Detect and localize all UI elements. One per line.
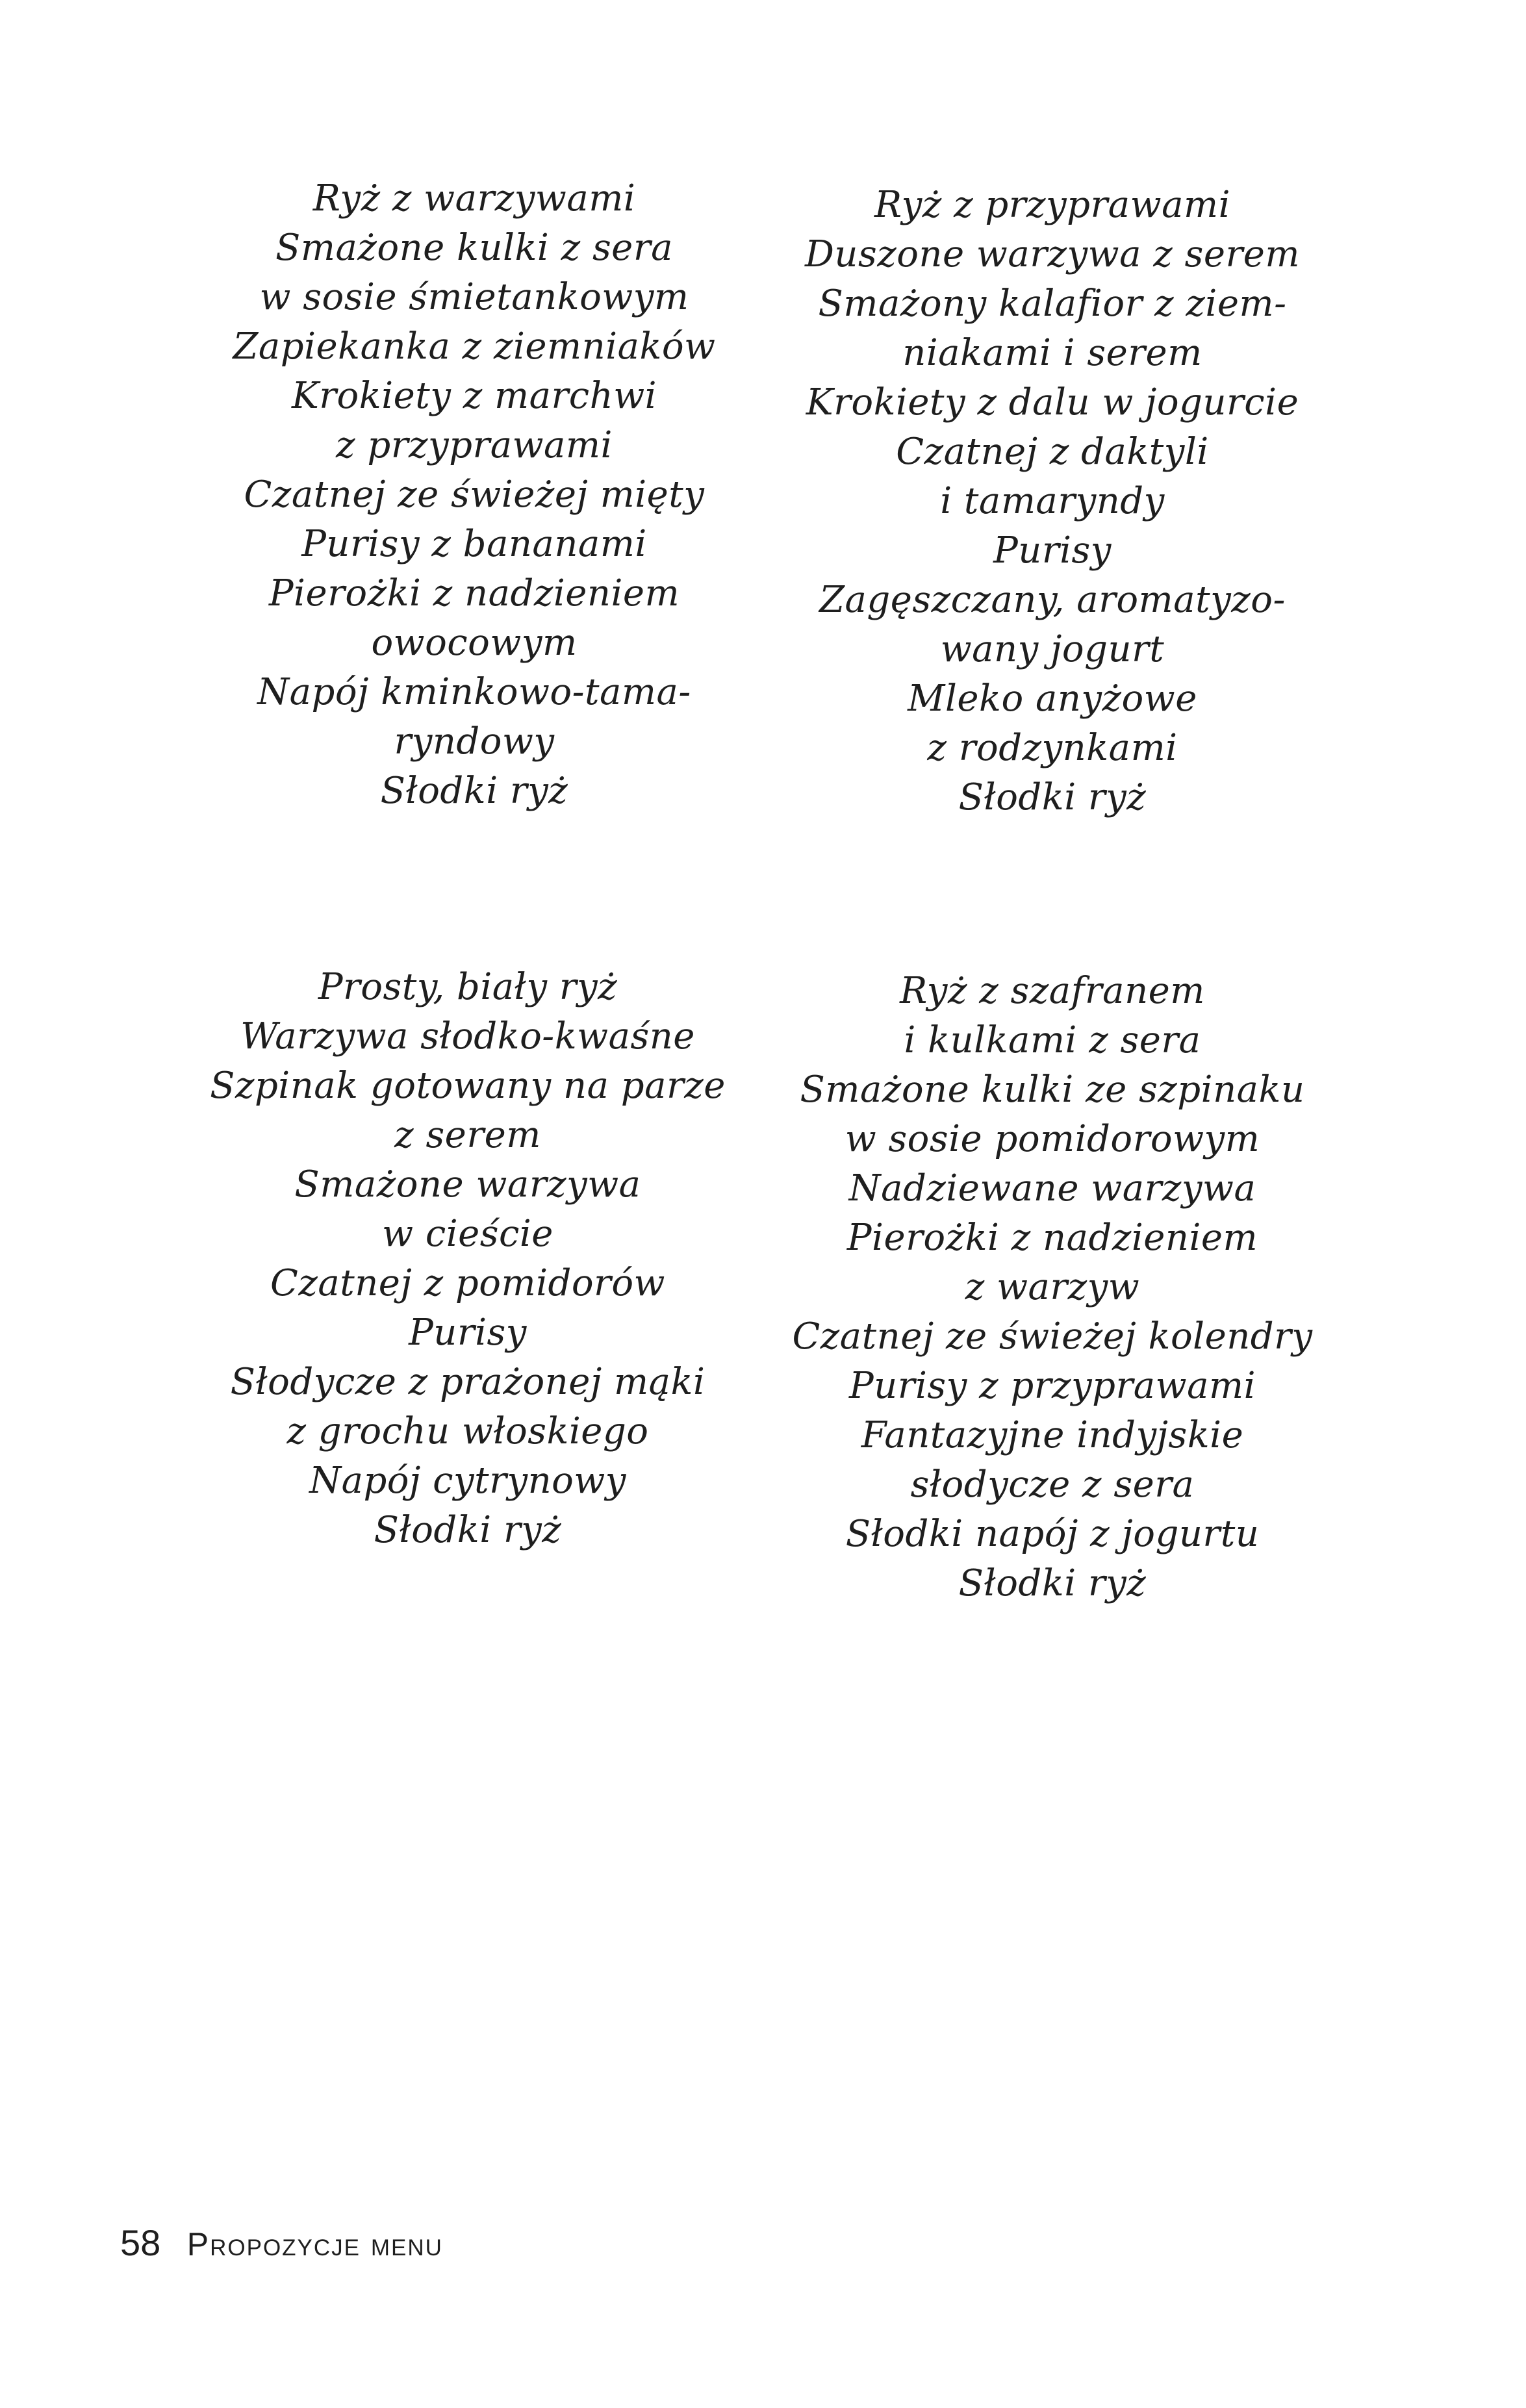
menu-item: Purisy z bananami (301, 523, 647, 565)
menu-item: Mleko anyżowe (908, 678, 1197, 720)
menu-item: Purisy (993, 529, 1112, 572)
menu-item: Warzywa słodko-kwaśne (240, 1015, 695, 1058)
menu-item: Fantazyjne indyjskie (861, 1414, 1244, 1456)
menu-item: Szpinak gotowany na parze (210, 1065, 726, 1107)
menu-item: Pierożki z nadzieniem (846, 1217, 1258, 1259)
menu-block-3 (169, 963, 767, 1555)
menu-item: Smażone warzywa (294, 1163, 641, 1206)
menu-item: z rodzynkami (927, 727, 1178, 769)
menu-item: owocowym (371, 622, 578, 664)
menu-item: Smażone kulki z sera (275, 227, 673, 269)
menu-item: Purisy (409, 1312, 527, 1354)
menu-block-1 (182, 174, 767, 816)
menu-item: z warzyw (965, 1266, 1140, 1308)
menu-item: Napój cytrynowy (309, 1460, 626, 1502)
menu-item: Słodki ryż (958, 1562, 1147, 1604)
menu-item: Napój kminkowo-tama- (257, 671, 691, 713)
menu-item: i tamaryndy (940, 480, 1165, 522)
menu-item: Czatnej ze świeżej kolendry (792, 1315, 1313, 1358)
menu-item: Nadziewane warzywa (848, 1167, 1256, 1210)
menu-item: Słodki ryż (374, 1509, 562, 1551)
menu-item: z serem (394, 1114, 541, 1156)
page-number: 58 (120, 2222, 161, 2263)
menu-item: Pierożki z nadzieniem (268, 572, 680, 615)
running-head: Propozycje menu (186, 2226, 443, 2262)
menu-item: Słodki ryż (958, 776, 1147, 818)
menu-item: Zapiekanka z ziemniaków (233, 325, 716, 368)
menu-item: Krokiety z marchwi (291, 375, 657, 417)
menu-item: Czatnej z daktyli (896, 431, 1209, 473)
menu-item: z grochu włoskiego (286, 1410, 649, 1452)
menu-item: Prosty, biały ryż (318, 966, 618, 1008)
menu-item: Ryż z szafranem (900, 970, 1205, 1012)
menu-item: słodycze z sera (910, 1464, 1195, 1506)
menu-item: Duszone warzywa z serem (805, 233, 1300, 275)
menu-item: Ryż z przyprawami (874, 184, 1231, 226)
menu-item: Smażone kulki ze szpinaku (800, 1069, 1305, 1111)
page-footer (120, 2222, 443, 2264)
menu-item: niakami i serem (902, 332, 1202, 374)
menu-item: Purisy z przyprawami (849, 1365, 1256, 1407)
menu-item: Ryż z warzywami (312, 177, 636, 220)
menu-item: Smażony kalafior z ziem- (818, 283, 1287, 325)
menu-item: Zagęszczany, aromatyzo- (819, 579, 1286, 621)
menu-item: wany jogurt (940, 628, 1165, 670)
menu-item: w cieście (382, 1213, 553, 1255)
menu-item: Czatnej z pomidorów (270, 1262, 665, 1304)
menu-item: i kulkami z sera (904, 1019, 1201, 1061)
menu-item: z przyprawami (336, 424, 613, 466)
menu-item: w sosie pomidorowym (845, 1118, 1260, 1160)
menu-item: Słodki ryż (380, 770, 568, 812)
menu-item: ryndowy (394, 720, 555, 763)
menu-item: Słodycze z prażonej mąki (230, 1361, 706, 1403)
menu-item: Czatnej ze świeżej mięty (244, 474, 705, 516)
menu-block-2 (760, 181, 1345, 822)
menu-item: Słodki napój z jogurtu (845, 1513, 1260, 1555)
menu-item: w sosie śmietankowym (259, 276, 689, 318)
menu-block-4 (760, 967, 1345, 1608)
menu-item: Krokiety z dalu w jogurcie (806, 381, 1299, 424)
